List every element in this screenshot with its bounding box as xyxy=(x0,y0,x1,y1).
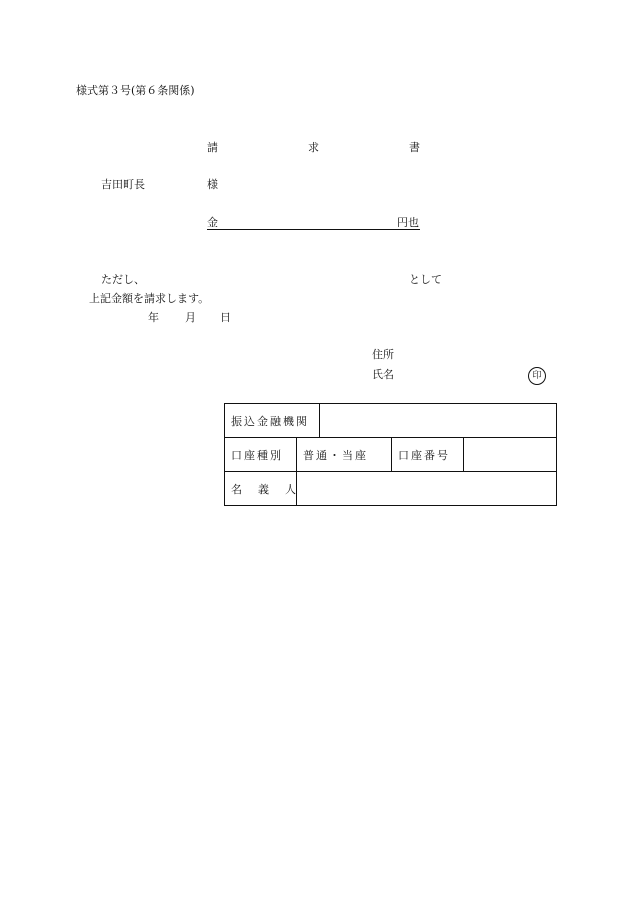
amount-underline xyxy=(207,229,420,230)
amount-suffix: 円也 xyxy=(397,216,419,229)
document-title xyxy=(0,141,630,155)
table-row xyxy=(225,472,557,506)
form-number: 様式第３号(第６条関係) xyxy=(76,84,195,97)
account-number-value xyxy=(464,438,557,472)
holder-value xyxy=(297,472,557,506)
date-month: 月 xyxy=(185,311,196,324)
date-year: 年 xyxy=(148,311,159,324)
name-label: 氏名 xyxy=(372,368,394,381)
address-label: 住所 xyxy=(372,348,394,361)
date-day: 日 xyxy=(220,311,231,324)
purpose-tail: として xyxy=(409,273,442,286)
institution-label: 振込金融機関 xyxy=(225,404,320,438)
table-row xyxy=(225,438,557,472)
request-statement: 上記金額を請求します。 xyxy=(89,292,210,305)
bank-transfer-table xyxy=(224,403,557,506)
account-type-label: 口座種別 xyxy=(225,438,297,472)
amount-prefix: 金 xyxy=(207,216,218,229)
holder-label: 名義人 xyxy=(225,472,297,506)
addressee-honorific: 様 xyxy=(207,178,218,191)
table-row xyxy=(225,404,557,438)
title-char-3: 書 xyxy=(409,141,420,154)
purpose-lead: ただし、 xyxy=(101,273,145,286)
title-char-1: 請 xyxy=(207,141,218,154)
seal-mark: 印 xyxy=(528,367,546,385)
title-char-2: 求 xyxy=(308,141,319,154)
account-type-options: 普通・当座 xyxy=(297,438,392,472)
account-number-label: 口座番号 xyxy=(392,438,464,472)
addressee-name: 吉田町長 xyxy=(101,178,145,191)
institution-value xyxy=(320,404,557,438)
